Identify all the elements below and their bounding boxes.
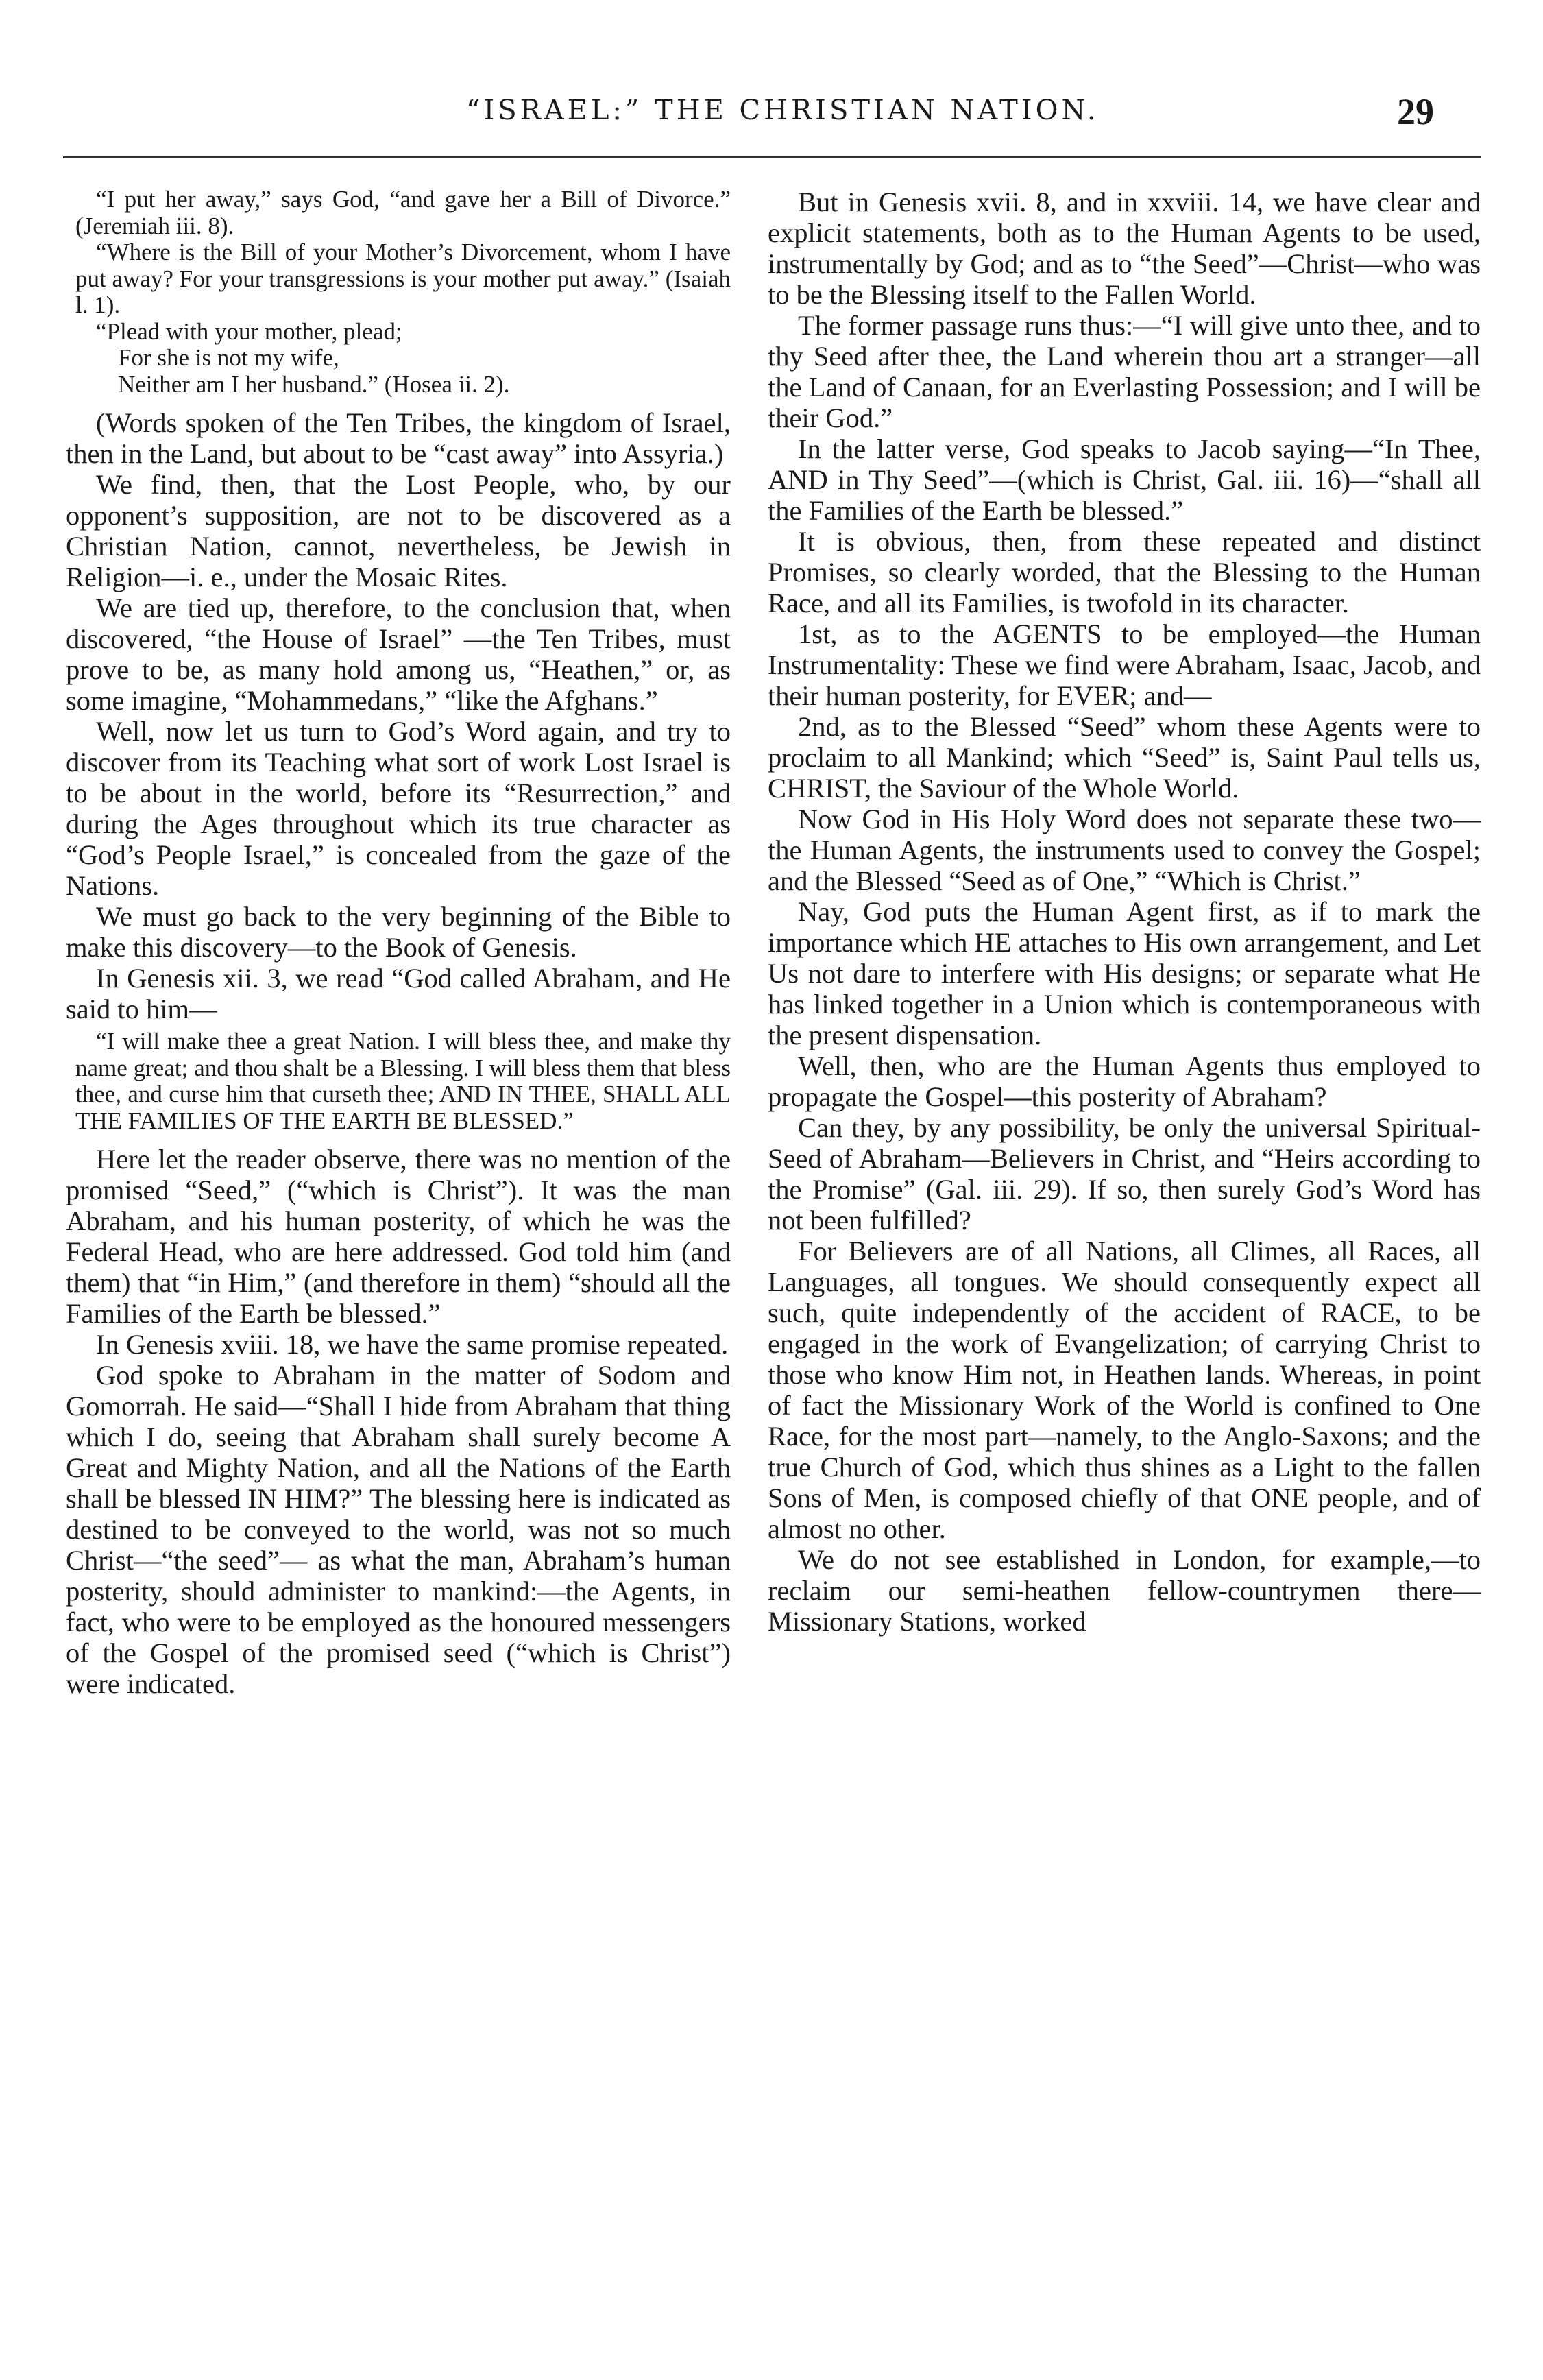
paragraph: It is obvious, then, from these repeated and distinct Promises, so clearly worded, that the Blessing to the Human Race, and all its Families, is twofold in its character. <box>768 526 1481 618</box>
right-column <box>768 187 1481 1637</box>
quote-hosea-line-3: Neither am I her husband.” (Hosea ii. 2). <box>118 370 510 398</box>
paragraph: Well, then, who are the Human Agents thus employed to propagate the Gospel—this posterity of Abraham? <box>768 1050 1481 1112</box>
left-column <box>66 187 731 1699</box>
paragraph: In Genesis xviii. 18, we have the same promise repeated. <box>96 1329 729 1360</box>
paragraph: Now God in His Holy Word does not separate these two—the Human Agents, the instruments used to convey the Gospel; and the Blessed “Seed as of One,” “Which is Christ.” <box>768 804 1481 896</box>
paragraph: We must go back to the very beginning of the Bible to make this discovery—to the Book of Genesis. <box>66 901 731 963</box>
paragraph: God spoke to Abraham in the matter of Sodom and Gomorrah. He said—“Shall I hide from Abraham that thing which I do, seeing that Abraham shall surely become A Great and Mighty Nation, and all the Nations of the Earth shall be blessed IN HIM?” The blessing here is indicated as destined to be conveyed to the world, was not so much Christ—“the seed”— as what the man, Abraham’s human posterity, should administer to mankind:—the Agents, in fact, who were to be employed as the honoured messengers of the Gospel of the promised seed (“which is Christ”) were indicated. <box>66 1360 731 1699</box>
paragraph: But in Genesis xvii. 8, and in xxviii. 14, we have clear and explicit statements, both as to the Human Agents to be used, instrumentally by God; and as to “the Seed”—Christ—who was to be the Blessing itself to the Fallen World. <box>768 187 1481 310</box>
paragraph: Well, now let us turn to God’s Word again, and try to discover from its Teaching what sort of work Lost Israel is to be about in the world, before its “Resurrection,” and during the Ages throughout which its true character as “God’s People Israel,” is concealed from the gaze of the Nations. <box>66 716 731 901</box>
paragraph: Can they, by any possibility, be only the universal Spiritual-Seed of Abraham—Believers in Christ, and “Heirs according to the Promise” (Gal. iii. 29). If so, then surely God’s Word has not been fulfilled? <box>768 1112 1481 1236</box>
paragraph: (Words spoken of the Ten Tribes, the kingdom of Israel, then in the Land, but about to be “cast away” into Assyria.) <box>66 407 731 469</box>
quote-hosea-line-1: “Plead with your mother, plead; <box>96 317 402 345</box>
paragraph: We find, then, that the Lost People, who, by our opponent’s supposition, are not to be discovered as a Christian Nation, cannot, nevertheless, be Jewish in Religion—i. e., under the Mosaic Rites. <box>66 469 731 592</box>
paragraph: In the latter verse, God speaks to Jacob saying—“In Thee, AND in Thy Seed”—(which is Christ, Gal. iii. 16)—“shall all the Families of the Earth be blessed.” <box>768 433 1481 526</box>
quote-genesis-xii: “I will make thee a great Nation. I will bless thee, and make thy name great; and thou shalt be a Blessing. I will bless them that bless thee, and curse him that curseth thee; AND IN THEE, SHALL ALL THE FAMILIES OF THE EARTH BE BLESSED.” <box>75 1028 731 1134</box>
paragraph: For Believers are of all Nations, all Climes, all Races, all Languages, all tongues. We should consequently expect all such, quite independently of the accident of RACE, to be engaged in the work of Evangelization; of carrying Christ to those who know Him not, in Heathen lands. Whereas, in point of fact the Missionary Work of the World is confined to One Race, for the most part—namely, to the Anglo-Saxons; and the true Church of God, which thus shines as a Light to the fallen Sons of Men, is composed chiefly of that ONE people, and of almost no other. <box>768 1236 1481 1544</box>
page-number: 29 <box>1397 91 1434 132</box>
paragraph: We are tied up, therefore, to the conclusion that, when discovered, “the House of Israel” —the Ten Tribes, must prove to be, as many hold among us, “Heathen,” or, as some imagine, “Mohammedans,” “like the Afghans.” <box>66 592 731 716</box>
quote-jeremiah: “I put her away,” says God, “and gave her a Bill of Divorce.” (Jeremiah iii. 8). <box>75 186 731 239</box>
running-head <box>0 91 1543 149</box>
paragraph: In Genesis xii. 3, we read “God called Abraham, and He said to him— <box>66 963 731 1024</box>
paragraph: 1st, as to the AGENTS to be employed—the Human Instrumentality: These we find were Abraham, Isaac, Jacob, and their human posterity, for EVER; and— <box>768 618 1481 711</box>
paragraph: We do not see established in London, for example,—to reclaim our semi-heathen fellow-countrymen there— Missionary Stations, worked <box>768 1544 1481 1637</box>
paragraph: 2nd, as to the Blessed “Seed” whom these Agents were to proclaim to all Mankind; which “Seed” is, Saint Paul tells us, CHRIST, the Saviour of the Whole World. <box>768 711 1481 804</box>
header-rule <box>63 156 1481 158</box>
paragraph: Here let the reader observe, there was no mention of the promised “Seed,” (“which is Christ”). It was the man Abraham, and his human posterity, of which he was the Federal Head, who are here addressed. God told him (and them) that “in Him,” (and therefore in them) “should all the Families of the Earth be blessed.” <box>66 1144 731 1329</box>
quote-isaiah: “Where is the Bill of your Mother’s Divorcement, whom I have put away? For your transgressions is your mother put away.” (Isaiah l. 1). <box>75 239 731 318</box>
paragraph: Nay, God puts the Human Agent first, as if to mark the importance which HE attaches to His own arrangement, and Let Us not dare to interfere with His designs; or separate what He has linked together in a Union which is contemporaneous with the present dispensation. <box>768 896 1481 1050</box>
quote-hosea-line-2: For she is not my wife, <box>118 344 339 371</box>
running-title: “ISRAEL:” THE CHRISTIAN NATION. <box>466 95 1099 126</box>
paragraph: The former passage runs thus:—“I will give unto thee, and to thy Seed after thee, the Land wherein thou art a stranger—all the Land of Canaan, for an Everlasting Possession; and I will be their God.” <box>768 310 1481 433</box>
